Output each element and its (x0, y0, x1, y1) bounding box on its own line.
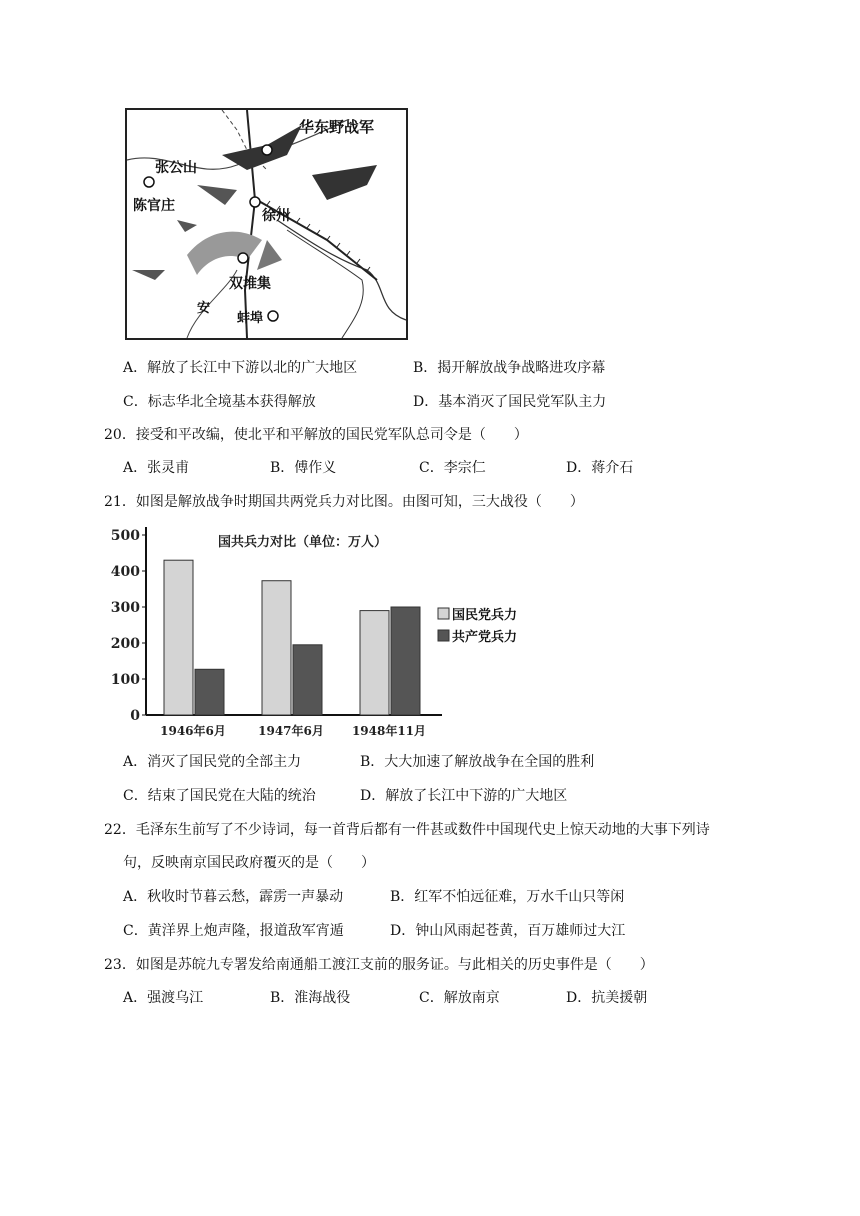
q22-option-a: A．秋收时节暮云愁，霹雳一声暴动 (123, 889, 344, 905)
q20-option-a: A．张灵甫 (123, 460, 190, 476)
q23-option-c: C．解放南京 (419, 990, 500, 1006)
q21-option-d: D．解放了长江中下游的广大地区 (360, 788, 568, 804)
q23-stem: 23．如图是苏皖九专署发给南通船工渡江支前的服务证。与此相关的历史事件是（ ） (104, 957, 654, 973)
q22-option-c: C．黄洋界上炮声隆，报道敌军宵遁 (123, 923, 344, 939)
chart-bar-kmt (360, 611, 389, 715)
q19-option-d: D．基本消灭了国民党军队主力 (413, 394, 607, 410)
map-label-an: 安 (197, 301, 211, 316)
map-label-xuzhou: 徐州 (262, 208, 290, 224)
q19-option-c: C．标志华北全境基本获得解放 (123, 394, 316, 410)
chart-bar-cpc (391, 607, 420, 715)
chart-bar-cpc (293, 645, 322, 715)
map-label-zhanggongshan: 张公山 (155, 160, 197, 176)
chart-x-tick-label: 1948年11月 (351, 724, 427, 738)
map-label-chenguanzhuang: 陈官庄 (133, 198, 175, 214)
chart-legend-swatch (438, 630, 449, 641)
force-comparison-chart (100, 520, 460, 745)
q22-option-b: B．红军不怕远征难，万水千山只等闲 (390, 889, 625, 905)
chart-y-tick-label: 500 (110, 528, 140, 544)
map-drawing (127, 110, 406, 338)
q23-option-d: D．抗美援朝 (566, 990, 648, 1006)
legend-cpc-label: 共产党兵力 (452, 630, 518, 645)
q20-option-c: C．李宗仁 (419, 460, 486, 476)
chart-y-tick-label: 400 (110, 564, 140, 580)
q21-stem: 21．如图是解放战争时期国共两党兵力对比图。由图可知，三大战役（ ） (104, 494, 584, 510)
chart-legend-swatch (438, 608, 449, 619)
q19-option-b: B．揭开解放战争战略进攻序幕 (413, 360, 606, 376)
q22-stem-line2: 句，反映南京国民政府覆灭的是（ ） (123, 855, 375, 871)
chart-bar-kmt (164, 560, 193, 715)
map-label-army: 华东野战军 (299, 118, 375, 136)
q22-option-d: D．钟山风雨起苍黄，百万雄师过大江 (390, 923, 626, 939)
q21-option-c: C．结束了国民党在大陆的统治 (123, 788, 316, 804)
chart-y-tick-label: 0 (130, 708, 140, 724)
q23-option-a: A．强渡乌江 (123, 990, 204, 1006)
q22-stem-line1: 22．毛泽东生前写了不少诗词，每一首背后都有一件甚或数件中国现代史上惊天动地的大事下列诗 (104, 822, 710, 838)
chart-y-tick-label: 300 (110, 600, 140, 616)
chart-x-tick-label: 1946年6月 (160, 724, 226, 738)
q20-option-d: D．蒋介石 (566, 460, 634, 476)
q21-option-a: A．消灭了国民党的全部主力 (123, 754, 302, 770)
q19-option-a: A．解放了长江中下游以北的广大地区 (123, 360, 358, 376)
chart-bar-kmt (262, 581, 291, 715)
q23-option-b: B．淮海战役 (270, 990, 351, 1006)
chart-y-tick-label: 100 (110, 672, 140, 688)
map-label-shuangduiji: 双堆集 (229, 276, 271, 292)
q20-stem: 20．接受和平改编，使北平和平解放的国民党军队总司令是（ ） (104, 427, 528, 443)
q20-option-b: B．傅作义 (270, 460, 337, 476)
legend-kmt-label: 国民党兵力 (452, 608, 518, 623)
chart-y-tick-label: 200 (110, 636, 140, 652)
chart-title: 国共兵力对比（单位：万人） (218, 535, 388, 550)
q21-option-b: B．大大加速了解放战争在全国的胜利 (360, 754, 595, 770)
map-label-bengbu: 蚌埠 (237, 311, 264, 326)
chart-x-tick-label: 1947年6月 (258, 724, 324, 738)
huaihai-campaign-map (125, 108, 408, 340)
chart-bar-cpc (195, 669, 224, 715)
chart-svg (100, 520, 460, 745)
